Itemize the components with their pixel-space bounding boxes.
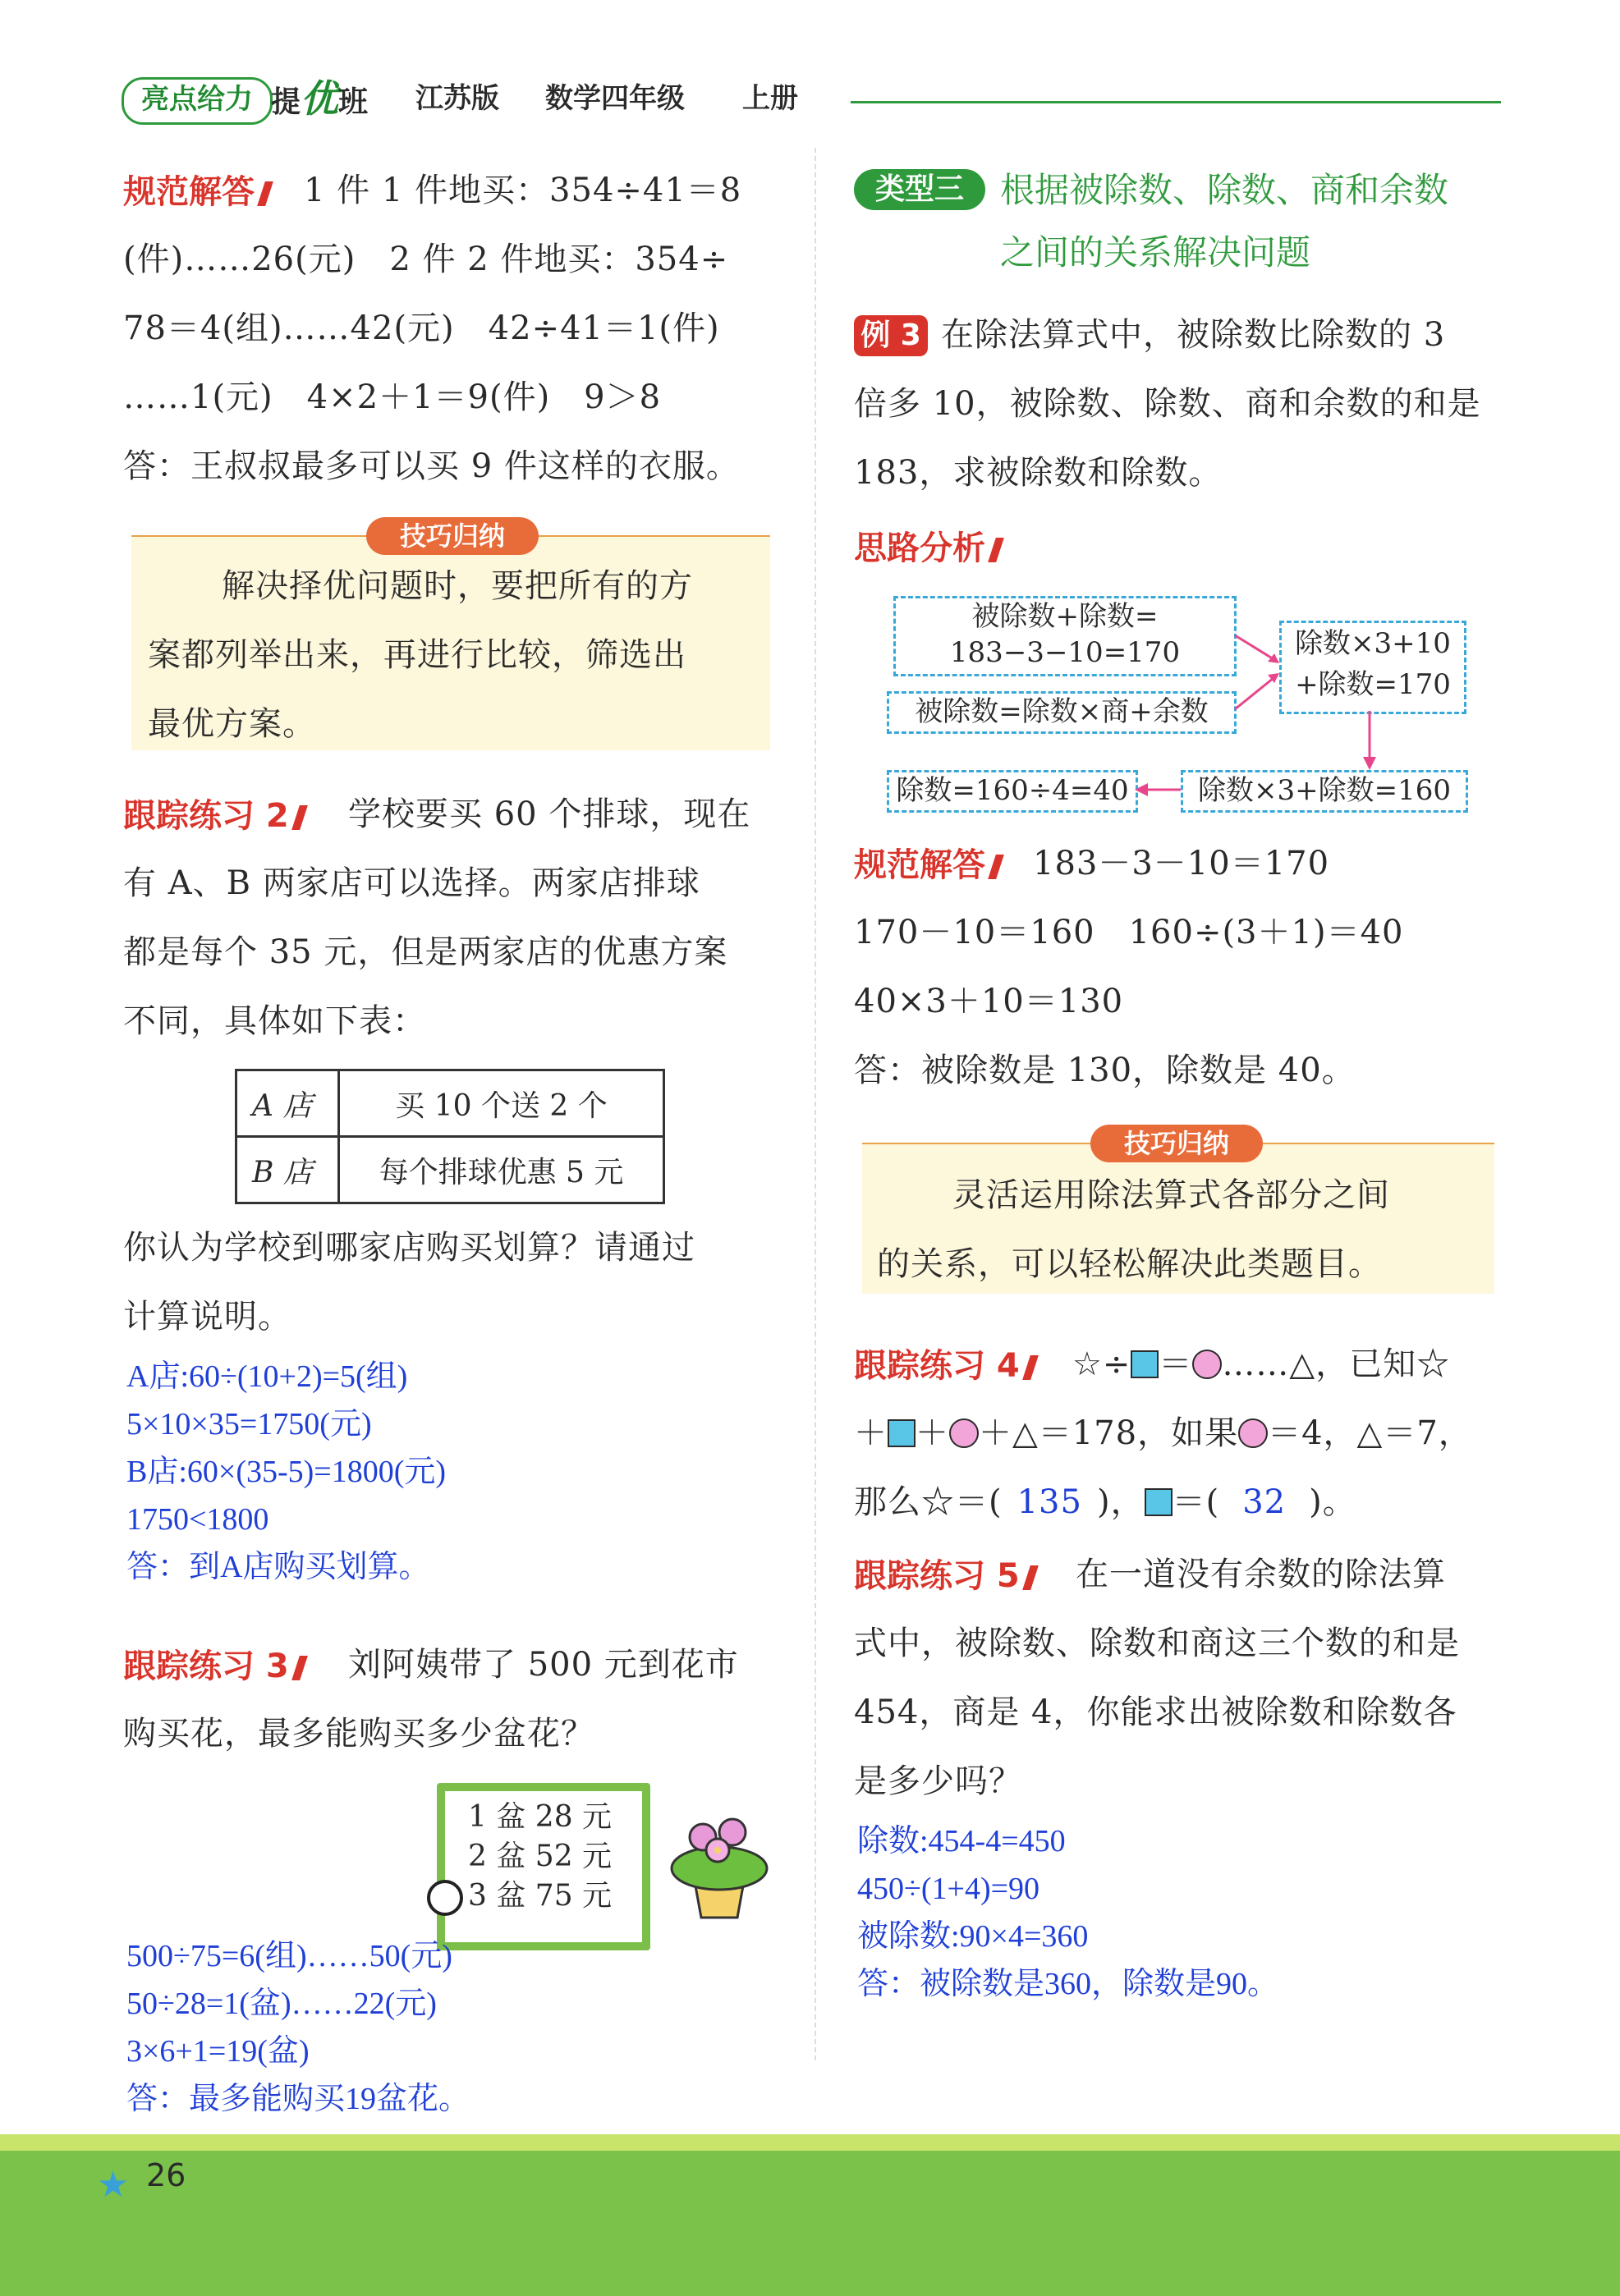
- practice2-tag: 跟踪练习 2: [123, 790, 304, 836]
- price-list: [468, 1798, 612, 1916]
- flow-box-sum: 被除数+除数= 183−3−10=170: [893, 596, 1237, 676]
- answer-square: 32: [1242, 1483, 1287, 1521]
- practice4-line-1: ☆÷ ＝ ……△，已知☆: [1072, 1345, 1451, 1383]
- practice5-line-1: 在一道没有余数的除法算: [1076, 1556, 1446, 1593]
- panda-icon: [427, 1880, 463, 1916]
- answer3-line-4: 答：被除数是 130，除数是 40。: [854, 1052, 1356, 1089]
- tip-badge-2: 技巧归纳: [1090, 1125, 1263, 1162]
- type3-title: 根据被除数、除数、商和余数 之间的关系解决问题: [1000, 170, 1449, 273]
- square-icon: [1145, 1488, 1173, 1516]
- subject-label: 数学四年级: [545, 82, 685, 115]
- example3-line-2: 倍多 10，被除数、除数、商和余数的和是: [854, 385, 1481, 423]
- answer1-line-3: 78＝4(组)……42(元) 42÷41＝1(件): [123, 309, 720, 347]
- header-rule: [851, 101, 1501, 103]
- practice4-tag: 跟踪练习 4: [854, 1340, 1035, 1386]
- answer-line: 除数:454-4=450: [857, 1824, 1066, 1858]
- flow-box-divisor: 除数=160÷4=40: [887, 770, 1138, 813]
- answer3-line-1: 183－3－10＝170: [1033, 845, 1330, 882]
- tip2-line-2: 的关系，可以轻松解决此类题目。: [877, 1245, 1382, 1283]
- square-icon: [1131, 1350, 1159, 1378]
- flow-arrow-down: [1360, 711, 1379, 772]
- table-cell: B 店: [236, 1137, 339, 1203]
- practice2-after-1: 你认为学校到哪家店购买划算？请通过: [123, 1229, 695, 1267]
- answer-line: 500÷75=6(组)……50(元): [126, 1939, 452, 1973]
- shop-offer-table: [235, 1069, 665, 1204]
- answer1-line-1: 1 件 1 件地买：354÷41＝8: [304, 172, 742, 209]
- table-cell: A 店: [236, 1070, 339, 1137]
- example3-line-1: 在除法算式中，被除数比除数的 3: [941, 316, 1446, 354]
- circle-icon: [1238, 1418, 1268, 1448]
- answer-star: 135: [1017, 1483, 1082, 1521]
- tip-badge-1: 技巧归纳: [366, 517, 539, 555]
- flow-box-formula: 被除数=除数×商+余数: [887, 691, 1237, 734]
- table-cell: 每个排球优惠 5 元: [339, 1137, 664, 1203]
- practice2-line-3: 都是每个 35 元，但是两家店的优惠方案: [123, 933, 728, 971]
- table-cell: 买 10 个送 2 个: [339, 1070, 664, 1137]
- analysis-tag: 思路分析: [854, 522, 1000, 569]
- example3-line-3: 183，求被除数和除数。: [854, 454, 1223, 492]
- answer-line: B店:60×(35-5)=1800(元): [126, 1455, 447, 1489]
- standard-answer-tag-2: 规范解答: [854, 839, 1000, 886]
- answer3-line-3: 40×3＋10＝130: [854, 983, 1124, 1020]
- page-number: 26: [146, 2157, 186, 2193]
- edition-label: 江苏版: [415, 82, 499, 115]
- tip2-line-1: 灵活运用除法算式各部分之间: [952, 1176, 1390, 1214]
- answer3-line-2: 170－10＝160 160÷(3＋1)＝40: [854, 914, 1404, 951]
- column-divider: [815, 148, 816, 2060]
- practice4-line-3: 那么☆＝( 135 )， ＝( 32 )。: [854, 1483, 1356, 1521]
- practice2-after-2: 计算说明。: [123, 1298, 291, 1336]
- answer-line: 1750<1800: [126, 1502, 269, 1537]
- answer-line: 答：最多能购买19盆花。: [126, 2082, 470, 2116]
- answer-line: 5×10×35=1750(元): [126, 1407, 372, 1441]
- flow-arrows-merge: [1232, 624, 1289, 722]
- tip1-line-1: 解决择优问题时，要把所有的方: [222, 567, 693, 605]
- price-item: 1 盆 28 元: [468, 1800, 613, 1834]
- answer-line: A店:60÷(10+2)=5(组): [126, 1359, 408, 1394]
- practice3-line-2: 购买花，最多能购买多少盆花？: [123, 1715, 594, 1753]
- circle-icon: [949, 1418, 979, 1448]
- practice3-line-1: 刘阿姨带了 500 元到花市: [348, 1646, 739, 1684]
- tip1-line-3: 最优方案。: [148, 705, 316, 743]
- table-row: [236, 1137, 664, 1203]
- series-name: 提优班: [271, 76, 369, 121]
- practice5-line-3: 454，商是 4，你能求出被除数和除数各: [854, 1693, 1457, 1731]
- answer-line: 3×6+1=19(盆): [126, 2034, 310, 2069]
- practice2-line-4: 不同，具体如下表：: [123, 1002, 426, 1040]
- footer-grass: [0, 2151, 1620, 2296]
- standard-answer-tag: 规范解答: [123, 166, 269, 213]
- answer-line: 被除数:90×4=360: [857, 1919, 1089, 1954]
- practice5-tag: 跟踪练习 5: [854, 1550, 1035, 1597]
- practice4-line-2: ＋ ＋ ＋△＝178，如果 ＝4，△＝7，: [854, 1414, 1472, 1452]
- table-row: [236, 1070, 664, 1137]
- flow-box-equation: 除数×3+10 +除数=170: [1279, 621, 1466, 714]
- tip1-line-2: 案都列举出来，再进行比较，筛选出: [148, 636, 686, 674]
- practice5-line-4: 是多少吗？: [854, 1762, 1022, 1800]
- brand-logo: 亮点给力: [122, 77, 273, 125]
- price-item: 2 盆 52 元: [468, 1840, 613, 1873]
- answer1-line-2: (件)……26(元) 2 件 2 件地买：354÷: [123, 241, 729, 278]
- answer-line: 450÷(1+4)=90: [857, 1872, 1040, 1906]
- practice2-line-2: 有 A、B 两家店可以选择。两家店排球: [123, 864, 700, 902]
- flow-arrow-left: [1135, 780, 1182, 800]
- answer1-line-5: 答：王叔叔最多可以买 9 件这样的衣服。: [123, 447, 740, 485]
- example3-badge: 例 3: [854, 315, 928, 356]
- price-item: 3 盆 75 元: [468, 1879, 613, 1913]
- flow-box-simplified: 除数×3+除数=160: [1181, 770, 1468, 813]
- star-icon: ★: [97, 2164, 130, 2206]
- square-icon: [888, 1419, 916, 1447]
- practice5-line-2: 式中，被除数、除数和商这三个数的和是: [854, 1625, 1460, 1662]
- type3-badge: 类型三: [854, 169, 985, 210]
- answer-line: 答：到A店购买划算。: [126, 1550, 430, 1584]
- flower-pot-icon: [662, 1803, 777, 1924]
- practice3-tag: 跟踪练习 3: [123, 1640, 304, 1687]
- answer-line: 答：被除数是360，除数是90。: [857, 1967, 1279, 2001]
- circle-icon: [1192, 1350, 1222, 1379]
- term-label: 上册: [742, 82, 798, 115]
- practice2-line-1: 学校要买 60 个排球，现在: [348, 795, 751, 833]
- answer-line: 50÷28=1(盆)……22(元): [126, 1987, 437, 2021]
- answer1-line-4: ……1(元) 4×2＋1＝9(件) 9＞8: [123, 378, 662, 416]
